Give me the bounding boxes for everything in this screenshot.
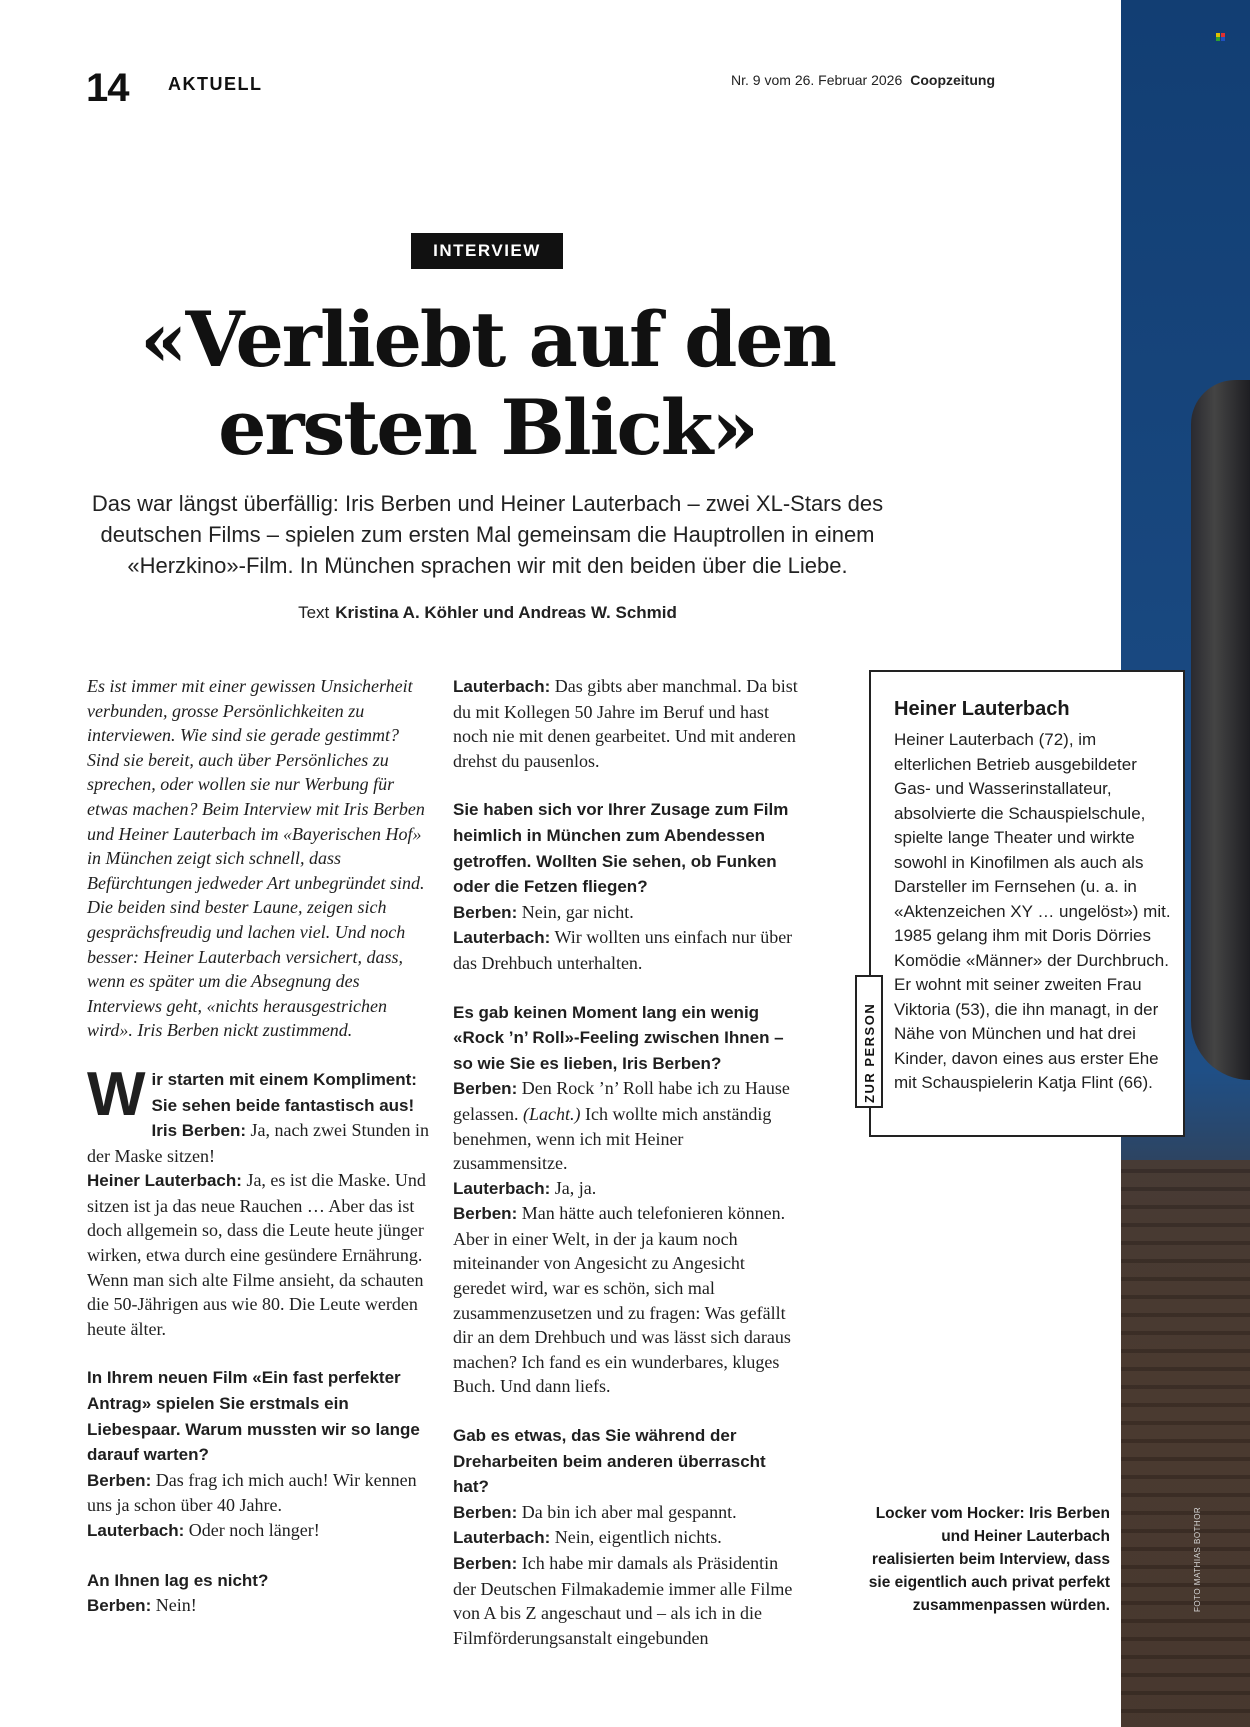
lede: Das war längst überfällig: Iris Berben und Heiner Lauterbach – zwei XL-Stars des deutschen Films – spielen zum ersten Mal gemeinsam die Hauptrollen in einem «Herzkino»-Film. In München sprachen wir mit den beiden über die Liebe. xyxy=(91,491,884,578)
answer: Nein, eigentlich nichts. xyxy=(550,1527,722,1548)
answer: Ich wollte mich anständig benehmen, wenn ich mit Heiner zusammensitze. xyxy=(453,1103,772,1174)
photo-caption: Locker vom Hocker: Iris Berben und Heiner Lauterbach realisierten beim Interview, dass sie eigentlich auch privat perfekt zusammenpassen würden. xyxy=(868,1505,1110,1614)
person-info-tab-label: ZUR PERSON xyxy=(862,1002,877,1103)
answer: Das frag ich mich auch! Wir kennen uns ja schon über 40 Jahre. xyxy=(87,1469,417,1516)
interview-block-7 xyxy=(453,1423,798,1650)
answer: Da bin ich aber mal gespannt. xyxy=(517,1501,737,1522)
answer: Das gibts aber manchmal. Da bist du mit Kollegen 50 Jahre im Beruf und hast noch nie mit denen gearbeitet. Und mit anderen drehst du pausenlos. xyxy=(453,676,798,771)
answer: Nein, gar nicht. xyxy=(517,901,634,922)
question: Sie haben sich vor Ihrer Zusage zum Film heimlich in München zum Abendessen getroffen. Wollten Sie sehen, ob Funken oder die Fetzen fliegen? xyxy=(453,800,789,897)
headline-line-2: ersten Blick» xyxy=(218,383,757,472)
speaker: Berben: xyxy=(453,1204,518,1224)
question: In Ihrem neuen Film «Ein fast perfekter Antrag» spielen Sie erstmals ein Liebespaar. Warum mussten wir so lange darauf warten? xyxy=(87,1368,420,1465)
answer: Oder noch länger! xyxy=(184,1520,320,1540)
interview-block-1 xyxy=(87,1059,429,1342)
interview-block-3 xyxy=(87,1568,429,1619)
answer: Ja, nach zwei Stunden in der Maske sitzen! xyxy=(87,1120,429,1166)
answer: Nein! xyxy=(151,1595,197,1616)
page-number: 14 xyxy=(86,66,129,110)
byline-label: Text xyxy=(298,603,330,622)
photo-figure xyxy=(1191,380,1250,1080)
speaker: Berben: xyxy=(453,902,518,922)
headline-line-1: «Verliebt auf den xyxy=(139,295,836,384)
headline xyxy=(80,296,895,472)
speaker: Lauterbach: xyxy=(453,1178,551,1198)
speaker: Lauterbach: xyxy=(87,1521,185,1540)
question: ir starten mit einem Kompliment: Sie sehen beide fantastisch aus! xyxy=(151,1069,417,1115)
interview-block-5 xyxy=(453,797,798,975)
speaker: Lauterbach: xyxy=(453,677,551,696)
speaker: Berben: xyxy=(453,1502,518,1522)
answer: Wir wollten uns einfach nur über das Drehbuch unterhalten. xyxy=(453,927,793,973)
answer: Man hätte auch telefonieren können. Aber in einer Welt, in der ja kaum noch miteinander von Angesicht zu Angesicht geredet wird, war es schön, sich mal zusammenzusetzen und zu fragen: Was gefällt dir an dem Drehbuch und was lässt sich daraus machen? Ich fand es ein wunderbares, kluges Buch. Und dann liefs. xyxy=(453,1203,791,1397)
speaker: Berben: xyxy=(453,1554,518,1573)
speaker: Heiner Lauterbach: xyxy=(87,1171,242,1191)
speaker: Berben: xyxy=(453,1079,518,1099)
speaker: Berben: xyxy=(87,1470,152,1490)
interview-block-2 xyxy=(87,1365,429,1543)
person-info-text: Heiner Lauterbach (72), im elterlichen Betrieb ausgebildeter Gas- und Wasserinstallateur, absolvierte die Schauspielschule, spielte lange Theater und wirkte sowohl in Kinofilmen als auch als Darsteller im Fernsehen (u. a. in «Aktenzeichen XY … ungelöst») mit. 1985 gelang ihm mit Doris Dörries Komödie «Männer» der Durchbruch. Er wohnt mit seiner zweiten Frau Viktoria (53), die ihn managt, in der Nähe von München und hat drei Kinder, davon eines aus erster Ehe mit Schauspielerin Katja Flint (66). xyxy=(894,730,1171,1092)
question: Es gab keinen Moment lang ein wenig «Rock ’n’ Roll»-Feeling zwischen Ihnen – so wie Sie es lieben, Iris Berben? xyxy=(453,1002,784,1073)
speaker: Iris Berben: xyxy=(151,1121,247,1141)
byline-authors: Kristina A. Köhler und Andreas W. Schmid xyxy=(335,603,677,622)
stage-direction: (Lacht.) xyxy=(522,1103,581,1124)
speaker: Lauterbach: xyxy=(453,928,551,948)
answer: Ja, es ist die Maske. Und sitzen ist ja das neue Rauchen … Aber das ist doch allgemein so, dass die Leute heute jünger wirken, etwa durch eine gesündere Ernährung. Wenn man sich alte Filme ansieht, da schauten die 50-Jährigen aus wie 80. Die Leute werden heute älter. xyxy=(87,1170,426,1339)
answer: Den Rock ’n’ Roll habe ich zu Hause gelassen. xyxy=(453,1078,790,1124)
article-column-1 xyxy=(87,674,429,1643)
answer: Ich habe mir damals als Präsidentin der Deutschen Filmakademie immer alle Filme von A bis Z angeschaut und – als ich in die Filmförderungsanstalt eingebunden xyxy=(453,1553,793,1648)
intro-paragraph: Es ist immer mit einer gewissen Unsicherheit verbunden, grosse Persönlichkeiten zu interviewen. Wie sind sie gerade gestimmt? Sind sie bereit, auch über Persönliches zu sprechen, oder wollen sie nur Werbung für etwas machen? Beim Interview mit Iris Berben und Heiner Lauterbach im «Bayerischen Hof» in München zeigt sich schnell, dass Befürchtungen jedweder Art unbegründet sind. Die beiden sind bester Laune, zeigen sich gesprächsfreudig und lachen viel. Und noch besser: Heiner Lauterbach versichert, dass, wenn es später um die Absegnung des Interviews geht, «nichts herausgestrichen wird». Iris Berben nickt zustimmend. xyxy=(87,676,425,1041)
color-registration-icon xyxy=(1216,33,1226,41)
drop-cap: W xyxy=(87,1059,146,1129)
issue-info xyxy=(731,72,995,88)
issue-date: Nr. 9 vom 26. Februar 2026 xyxy=(731,72,903,88)
question: Gab es etwas, das Sie während der Dreharbeiten beim anderen überrascht hat? xyxy=(453,1426,766,1497)
person-info-box xyxy=(869,670,1185,1137)
article-column-2 xyxy=(453,674,798,1674)
answer: Ja, ja. xyxy=(550,1177,597,1198)
speaker: Lauterbach: xyxy=(453,1528,551,1548)
photo-credit: FOTO MATHIAS BOTHOR xyxy=(1193,1506,1202,1612)
publication-name: Coopzeitung xyxy=(910,72,995,88)
photo-floor xyxy=(1121,1160,1250,1727)
interview-block-6 xyxy=(453,1000,798,1400)
speaker: Berben: xyxy=(87,1596,152,1616)
kicker-badge: INTERVIEW xyxy=(411,233,563,269)
question: An Ihnen lag es nicht? xyxy=(87,1570,269,1590)
interview-block-4 xyxy=(453,674,798,773)
byline xyxy=(60,603,915,623)
person-info-title: Heiner Lauterbach xyxy=(894,698,1070,720)
section-label: AKTUELL xyxy=(168,74,263,94)
